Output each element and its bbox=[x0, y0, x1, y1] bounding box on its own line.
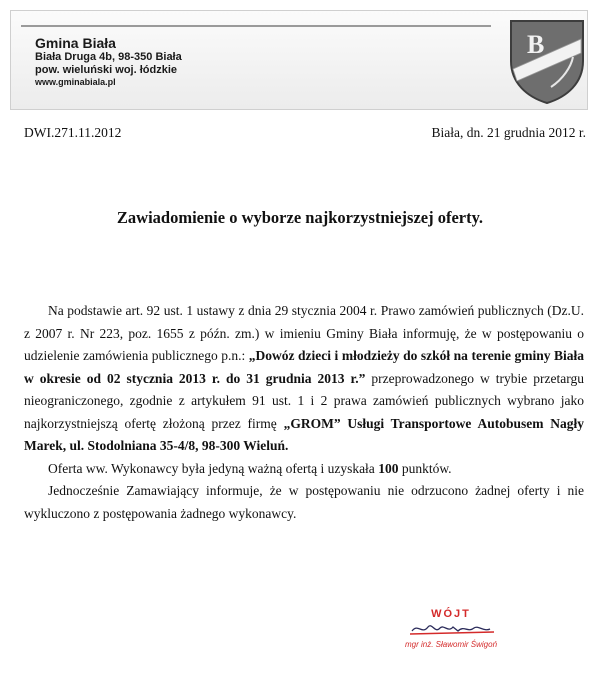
tender-subject: „Dowóz dzieci i młodzieży do szkół na terenie gminy Biała w okresie od 02 stycznia 2013 r. do 31 grudnia 2013 r.” bbox=[24, 348, 584, 386]
municipality-address: Biała Druga 4b, 98-350 Biała bbox=[35, 51, 182, 63]
document-title: Zawiadomienie o wyborze najkorzystniejszej oferty. bbox=[116, 208, 484, 227]
paragraph-decision-intro: Na podstawie art. 92 ust. 1 ustawy z dnia 29 stycznia 2004 r. Prawo zamówień publicznych (Dz.U. z 2007 r. Nr 223, poz. 1655 z późn. zm.) w imieniu Gminy Biała informuję, że w postępowaniu o udzielenie zamówienia publicznego p.n.: bbox=[24, 303, 584, 363]
paragraph-decision bbox=[24, 300, 584, 458]
handwritten-signature-icon bbox=[406, 620, 496, 638]
winning-company: „GROM” Usługi Transportowe Autobusem Nagły Marek, ul. Stodolniana 35-4/8, 98-300 Wieluń. bbox=[24, 415, 585, 453]
paragraph-score-after: punktów. bbox=[398, 460, 452, 476]
paragraph-score-before: Oferta ww. Wykonawcy była jedyną ważną ofertą i uzyskała bbox=[48, 460, 379, 476]
municipality-name: Gmina Biała bbox=[35, 35, 116, 51]
signature-stamp bbox=[396, 606, 506, 668]
crest-letter: B bbox=[527, 30, 545, 59]
letterhead-rule bbox=[21, 25, 491, 27]
document-body bbox=[24, 300, 584, 525]
signature-role: WÓJT bbox=[431, 608, 471, 620]
document-place-date: Biała, dn. 21 grudnia 2012 r. bbox=[431, 125, 586, 140]
letterhead bbox=[10, 10, 588, 110]
letterhead-text bbox=[35, 35, 182, 88]
paragraph-score bbox=[24, 458, 584, 481]
signature-name: mgr inż. Sławomir Świgoń bbox=[404, 640, 498, 649]
paragraph-decision-middle: przeprowadzonego w trybie przetargu nieograniczonego, zgodnie z artykułem 91 ust. 1 i 2 prawa zamówień publicznych wybrano jako najkorzystniejszą ofertę złożoną przez firmę bbox=[24, 370, 584, 431]
municipality-website: www.gminabiala.pl bbox=[35, 77, 116, 87]
document-reference: DWI.271.11.2012 bbox=[24, 125, 122, 140]
municipality-district: pow. wieluński woj. łódzkie bbox=[35, 64, 178, 76]
coat-of-arms-icon bbox=[507, 17, 587, 105]
paragraph-no-rejections: Jednocześnie Zamawiający informuje, że w postępowaniu nie odrzucono żadnej oferty i nie wykluczono z postępowania żadnego wykonawcy. bbox=[24, 483, 584, 521]
score-points: 100 bbox=[378, 460, 399, 476]
